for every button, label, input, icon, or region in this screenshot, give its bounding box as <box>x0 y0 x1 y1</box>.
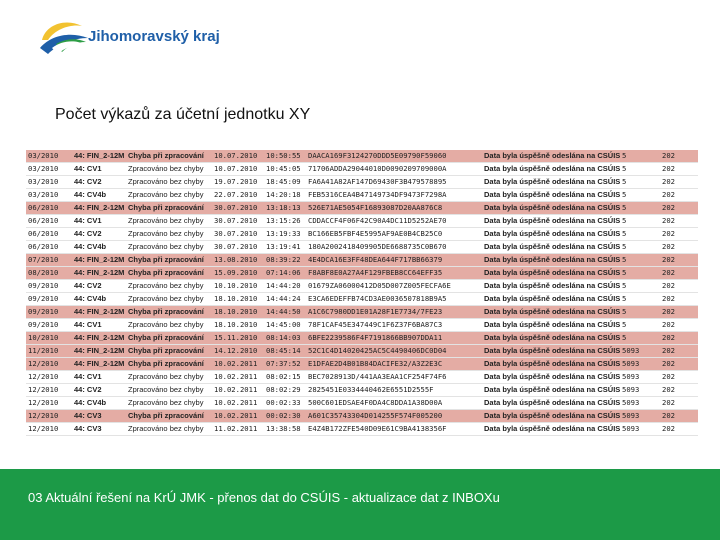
number-cell: 202 <box>660 345 698 358</box>
hash-cell: 71706ADDA29044010D0090209709000A <box>306 163 482 176</box>
code-cell: 5 <box>620 267 660 280</box>
code-cell: 5 <box>620 189 660 202</box>
period-cell: 03/2010 <box>26 176 72 189</box>
message-cell: Data byla úspěšně odeslána na CSÚIS <box>482 332 620 345</box>
time-cell: 07:14:06 <box>264 267 306 280</box>
number-cell: 202 <box>660 319 698 332</box>
period-cell: 07/2010 <box>26 254 72 267</box>
status-cell: Chyba při zpracování <box>126 358 212 371</box>
page-title: Počet výkazů za účetní jednotku XY <box>55 106 311 123</box>
table-row <box>26 241 698 254</box>
message-cell: Data byla úspěšně odeslána na CSÚIS <box>482 267 620 280</box>
form-cell: 44: FIN_2-12M <box>72 150 126 163</box>
message-cell: Data byla úspěšně odeslána na CSÚIS <box>482 228 620 241</box>
message-cell: Data byla úspěšně odeslána na CSÚIS <box>482 319 620 332</box>
form-cell: 44: CV4b <box>72 241 126 254</box>
brand-name: Jihomoravský kraj <box>88 28 220 45</box>
date-cell: 10.02.2011 <box>212 410 264 423</box>
form-cell: 44: CV2 <box>72 176 126 189</box>
date-cell: 10.07.2010 <box>212 150 264 163</box>
time-cell: 13:38:58 <box>264 423 306 436</box>
period-cell: 10/2010 <box>26 332 72 345</box>
period-cell: 06/2010 <box>26 202 72 215</box>
date-cell: 15.09.2010 <box>212 267 264 280</box>
number-cell: 202 <box>660 241 698 254</box>
status-cell: Zpracováno bez chyby <box>126 293 212 306</box>
reports-table-wrapper <box>26 150 698 436</box>
status-cell: Chyba při zpracování <box>126 306 212 319</box>
message-cell: Data byla úspěšně odeslána na CSÚIS <box>482 189 620 202</box>
hash-cell: 4E4DCA16E3FF48DEA644F717BB66379 <box>306 254 482 267</box>
status-cell: Zpracováno bez chyby <box>126 163 212 176</box>
time-cell: 07:37:52 <box>264 358 306 371</box>
form-cell: 44: CV1 <box>72 163 126 176</box>
hash-cell: E4Z4B172ZFE540D09E61C9BA4138356F <box>306 423 482 436</box>
date-cell: 10.02.2011 <box>212 397 264 410</box>
code-cell: 5 <box>620 319 660 332</box>
form-cell: 44: CV1 <box>72 371 126 384</box>
period-cell: 09/2010 <box>26 293 72 306</box>
code-cell: 5093 <box>620 423 660 436</box>
code-cell: 5093 <box>620 410 660 423</box>
table-row <box>26 215 698 228</box>
status-cell: Zpracováno bez chyby <box>126 189 212 202</box>
time-cell: 18:45:09 <box>264 176 306 189</box>
status-cell: Zpracováno bez chyby <box>126 280 212 293</box>
message-cell: Data byla úspěšně odeslána na CSÚIS <box>482 280 620 293</box>
table-row <box>26 189 698 202</box>
period-cell: 12/2010 <box>26 410 72 423</box>
hash-cell: DAACA169F3124270DDD5E09790F59060 <box>306 150 482 163</box>
table-row <box>26 202 698 215</box>
message-cell: Data byla úspěšně odeslána na CSÚIS <box>482 345 620 358</box>
message-cell: Data byla úspěšně odeslána na CSÚIS <box>482 306 620 319</box>
code-cell: 5 <box>620 215 660 228</box>
status-cell: Chyba při zpracování <box>126 267 212 280</box>
hash-cell: F8ABF8E0A27A4F129FBEB8CC64EFF35 <box>306 267 482 280</box>
status-cell: Zpracováno bez chyby <box>126 371 212 384</box>
table-row <box>26 163 698 176</box>
reports-table <box>26 150 698 436</box>
period-cell: 06/2010 <box>26 215 72 228</box>
hash-cell: 78F1CAF45E347449C1F6Z37F6BA87C3 <box>306 319 482 332</box>
date-cell: 10.02.2011 <box>212 371 264 384</box>
form-cell: 44: CV1 <box>72 215 126 228</box>
form-cell: 44: CV4b <box>72 189 126 202</box>
number-cell: 202 <box>660 228 698 241</box>
time-cell: 08:14:03 <box>264 332 306 345</box>
number-cell: 202 <box>660 202 698 215</box>
code-cell: 5 <box>620 241 660 254</box>
code-cell: 5 <box>620 306 660 319</box>
code-cell: 5093 <box>620 371 660 384</box>
hash-cell: A1C6C7980DD1E01A28F1E7734/7FE23 <box>306 306 482 319</box>
status-cell: Zpracováno bez chyby <box>126 228 212 241</box>
code-cell: 5 <box>620 254 660 267</box>
message-cell: Data byla úspěšně odeslána na CSÚIS <box>482 215 620 228</box>
time-cell: 14:44:20 <box>264 280 306 293</box>
date-cell: 13.08.2010 <box>212 254 264 267</box>
time-cell: 13:19:33 <box>264 228 306 241</box>
code-cell: 5 <box>620 332 660 345</box>
message-cell: Data byla úspěšně odeslána na CSÚIS <box>482 358 620 371</box>
code-cell: 5 <box>620 202 660 215</box>
table-row <box>26 176 698 189</box>
table-row <box>26 371 698 384</box>
code-cell: 5093 <box>620 358 660 371</box>
date-cell: 11.02.2011 <box>212 423 264 436</box>
time-cell: 08:45:14 <box>264 345 306 358</box>
message-cell: Data byla úspěšně odeslána na CSÚIS <box>482 384 620 397</box>
table-row <box>26 358 698 371</box>
table-row <box>26 384 698 397</box>
message-cell: Data byla úspěšně odeslána na CSÚIS <box>482 241 620 254</box>
period-cell: 12/2010 <box>26 358 72 371</box>
date-cell: 19.07.2010 <box>212 176 264 189</box>
period-cell: 09/2010 <box>26 319 72 332</box>
time-cell: 08:39:22 <box>264 254 306 267</box>
form-cell: 44: FIN_2-12M <box>72 306 126 319</box>
number-cell: 202 <box>660 358 698 371</box>
number-cell: 202 <box>660 371 698 384</box>
number-cell: 202 <box>660 150 698 163</box>
message-cell: Data byla úspěšně odeslána na CSÚIS <box>482 293 620 306</box>
date-cell: 30.07.2010 <box>212 202 264 215</box>
number-cell: 202 <box>660 306 698 319</box>
message-cell: Data byla úspěšně odeslána na CSÚIS <box>482 176 620 189</box>
status-cell: Zpracováno bez chyby <box>126 176 212 189</box>
code-cell: 5 <box>620 293 660 306</box>
hash-cell: CDDACCF4F06F42C90A4DC11D5252AE70 <box>306 215 482 228</box>
hash-cell: 6BFE2239586F4F7191866BB907DDA11 <box>306 332 482 345</box>
hash-cell: FA6A41A82AF147D69430F3B479578895 <box>306 176 482 189</box>
time-cell: 00:02:30 <box>264 410 306 423</box>
date-cell: 18.10.2010 <box>212 319 264 332</box>
message-cell: Data byla úspěšně odeslána na CSÚIS <box>482 163 620 176</box>
code-cell: 5 <box>620 150 660 163</box>
period-cell: 12/2010 <box>26 397 72 410</box>
form-cell: 44: FIN_2-12M <box>72 358 126 371</box>
form-cell: 44: CV2 <box>72 280 126 293</box>
message-cell: Data byla úspěšně odeslána na CSÚIS <box>482 254 620 267</box>
message-cell: Data byla úspěšně odeslána na CSÚIS <box>482 423 620 436</box>
date-cell: 10.07.2010 <box>212 163 264 176</box>
code-cell: 5093 <box>620 384 660 397</box>
code-cell: 5 <box>620 163 660 176</box>
time-cell: 14:44:50 <box>264 306 306 319</box>
number-cell: 202 <box>660 332 698 345</box>
footer-bar <box>0 469 720 540</box>
time-cell: 10:45:05 <box>264 163 306 176</box>
form-cell: 44: CV4b <box>72 397 126 410</box>
period-cell: 12/2010 <box>26 384 72 397</box>
period-cell: 03/2010 <box>26 150 72 163</box>
time-cell: 08:02:29 <box>264 384 306 397</box>
number-cell: 202 <box>660 293 698 306</box>
table-row <box>26 306 698 319</box>
number-cell: 202 <box>660 410 698 423</box>
period-cell: 09/2010 <box>26 280 72 293</box>
date-cell: 10.02.2011 <box>212 358 264 371</box>
code-cell: 5 <box>620 228 660 241</box>
form-cell: 44: FIN_2-12M <box>72 332 126 345</box>
table-row <box>26 293 698 306</box>
period-cell: 12/2010 <box>26 371 72 384</box>
date-cell: 30.07.2010 <box>212 228 264 241</box>
number-cell: 202 <box>660 280 698 293</box>
time-cell: 13:18:13 <box>264 202 306 215</box>
date-cell: 18.10.2010 <box>212 306 264 319</box>
number-cell: 202 <box>660 163 698 176</box>
hash-cell: 180A2002418409905DE6688735C0B670 <box>306 241 482 254</box>
hash-cell: FEB5316CEA4B47149734DF9473F7298A <box>306 189 482 202</box>
hash-cell: 500C601EDSAE4F0DA4C8DDA1A38D00A <box>306 397 482 410</box>
message-cell: Data byla úspěšně odeslána na CSÚIS <box>482 371 620 384</box>
status-cell: Zpracováno bez chyby <box>126 241 212 254</box>
status-cell: Zpracováno bez chyby <box>126 423 212 436</box>
table-row <box>26 410 698 423</box>
time-cell: 14:20:18 <box>264 189 306 202</box>
message-cell: Data byla úspěšně odeslána na CSÚIS <box>482 150 620 163</box>
table-row <box>26 280 698 293</box>
period-cell: 12/2010 <box>26 423 72 436</box>
period-cell: 03/2010 <box>26 189 72 202</box>
message-cell: Data byla úspěšně odeslána na CSÚIS <box>482 410 620 423</box>
status-cell: Zpracováno bez chyby <box>126 319 212 332</box>
status-cell: Zpracováno bez chyby <box>126 384 212 397</box>
status-cell: Zpracováno bez chyby <box>126 215 212 228</box>
period-cell: 06/2010 <box>26 241 72 254</box>
number-cell: 202 <box>660 423 698 436</box>
status-cell: Chyba při zpracování <box>126 254 212 267</box>
number-cell: 202 <box>660 189 698 202</box>
form-cell: 44: CV1 <box>72 319 126 332</box>
code-cell: 5 <box>620 176 660 189</box>
number-cell: 202 <box>660 267 698 280</box>
time-cell: 14:45:00 <box>264 319 306 332</box>
hash-cell: 526E71AE5054F16893087D20AA876C8 <box>306 202 482 215</box>
period-cell: 08/2010 <box>26 267 72 280</box>
form-cell: 44: FIN_2-12M <box>72 202 126 215</box>
time-cell: 08:02:15 <box>264 371 306 384</box>
message-cell: Data byla úspěšně odeslána na CSÚIS <box>482 202 620 215</box>
form-cell: 44: CV3 <box>72 423 126 436</box>
hash-cell: E3CA6EDEFFB74CD3AE0036507818B9A5 <box>306 293 482 306</box>
number-cell: 202 <box>660 397 698 410</box>
number-cell: 202 <box>660 384 698 397</box>
form-cell: 44: CV3 <box>72 410 126 423</box>
hash-cell: E1DFAE2D4B01B84DACIFE32/A3Z2E3C <box>306 358 482 371</box>
date-cell: 30.07.2010 <box>212 215 264 228</box>
number-cell: 202 <box>660 176 698 189</box>
status-cell: Chyba při zpracování <box>126 332 212 345</box>
period-cell: 09/2010 <box>26 306 72 319</box>
table-row <box>26 150 698 163</box>
table-row <box>26 345 698 358</box>
status-cell: Chyba při zpracování <box>126 410 212 423</box>
date-cell: 22.07.2010 <box>212 189 264 202</box>
table-row <box>26 267 698 280</box>
date-cell: 14.12.2010 <box>212 345 264 358</box>
form-cell: 44: CV4b <box>72 293 126 306</box>
form-cell: 44: FIN_2-12M <box>72 345 126 358</box>
table-row <box>26 397 698 410</box>
time-cell: 13:19:41 <box>264 241 306 254</box>
period-cell: 03/2010 <box>26 163 72 176</box>
table-row <box>26 423 698 436</box>
footer-caption: 03 Aktuální řešení na KrÚ JMK - přenos dat do CSÚIS - aktualizace dat z INBOXu <box>28 490 500 505</box>
status-cell: Chyba při zpracování <box>126 345 212 358</box>
status-cell: Zpracováno bez chyby <box>126 397 212 410</box>
hash-cell: BC166EB5FBF4E5995AF9AE0B4CB25C0 <box>306 228 482 241</box>
period-cell: 06/2010 <box>26 228 72 241</box>
hash-cell: A601C35743304D014255F574F005200 <box>306 410 482 423</box>
time-cell: 14:44:24 <box>264 293 306 306</box>
form-cell: 44: CV2 <box>72 228 126 241</box>
date-cell: 18.10.2010 <box>212 293 264 306</box>
status-cell: Chyba při zpracování <box>126 202 212 215</box>
table-row <box>26 332 698 345</box>
date-cell: 15.11.2010 <box>212 332 264 345</box>
table-row <box>26 228 698 241</box>
reports-table-body <box>26 150 698 436</box>
date-cell: 10.10.2010 <box>212 280 264 293</box>
number-cell: 202 <box>660 254 698 267</box>
time-cell: 10:50:55 <box>264 150 306 163</box>
time-cell: 00:02:33 <box>264 397 306 410</box>
time-cell: 13:15:26 <box>264 215 306 228</box>
hash-cell: BEC7028913D/441AA3EAA1CF254F74F6 <box>306 371 482 384</box>
code-cell: 5093 <box>620 397 660 410</box>
date-cell: 30.07.2010 <box>212 241 264 254</box>
form-cell: 44: FIN_2-12M <box>72 267 126 280</box>
form-cell: 44: FIN_2-12M <box>72 254 126 267</box>
hash-cell: 52C1C4D14020425AC5C4490406DC0D04 <box>306 345 482 358</box>
code-cell: 5093 <box>620 345 660 358</box>
date-cell: 10.02.2011 <box>212 384 264 397</box>
form-cell: 44: CV2 <box>72 384 126 397</box>
number-cell: 202 <box>660 215 698 228</box>
table-row <box>26 319 698 332</box>
table-row <box>26 254 698 267</box>
status-cell: Chyba při zpracování <box>126 150 212 163</box>
hash-cell: 01679ZA06000412D05D007Z005FECFA6E <box>306 280 482 293</box>
code-cell: 5 <box>620 280 660 293</box>
period-cell: 11/2010 <box>26 345 72 358</box>
message-cell: Data byla úspěšně odeslána na CSÚIS <box>482 397 620 410</box>
hash-cell: 2825451E0334440462E6551D2555F <box>306 384 482 397</box>
